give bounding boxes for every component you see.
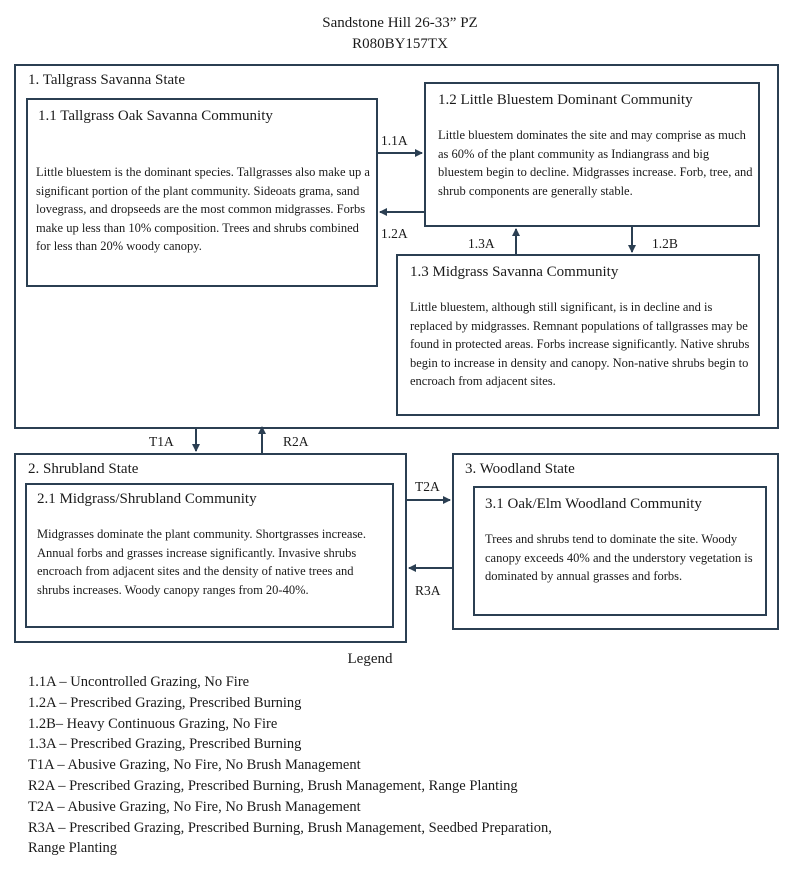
legend-item: 1.2B– Heavy Continuous Grazing, No Fire — [28, 715, 278, 732]
legend-item: R2A – Prescribed Grazing, Prescribed Burning, Brush Management, Range Planting — [28, 777, 518, 794]
label-t2a: T2A — [415, 479, 440, 494]
legend-list — [28, 672, 768, 859]
diagram-subtitle: R080BY157TX — [352, 36, 448, 52]
label-1-1a: 1.1A — [381, 133, 408, 148]
state-3-label: 3. Woodland State — [465, 461, 575, 477]
community-3-1-title: 3.1 Oak/Elm Woodland Community — [485, 496, 702, 512]
diagram-title: Sandstone Hill 26-33” PZ — [322, 15, 478, 31]
state-1-label: 1. Tallgrass Savanna State — [28, 72, 185, 88]
legend-title: Legend — [347, 651, 393, 667]
state-2-label: 2. Shrubland State — [28, 461, 139, 477]
legend-item: 1.3A – Prescribed Grazing, Prescribed Burning — [28, 736, 302, 753]
label-r2a: R2A — [283, 434, 309, 449]
legend-item: T1A – Abusive Grazing, No Fire, No Brush Management — [28, 757, 361, 774]
community-3-1-text: Trees and shrubs tend to dominate the site. Woody canopy exceeds 40% and the understory vegetation is dominated by annual grasses and forbs. — [485, 532, 753, 583]
legend-item: 1.1A – Uncontrolled Grazing, No Fire — [28, 674, 250, 690]
community-1-1-text: Little bluestem is the dominant species. Tallgrasses also make up a significant portion of the plant community. Sideoats grama, sand lovegrass, and dropseeds are the most common midgrasses. Forbs make up less than 10% composition. Trees and shrubs combined for less than 20% woody canopy. — [36, 165, 370, 253]
legend-item: R3A – Prescribed Grazing, Prescribed Burning, Brush Management, Seedbed Preparation, — [28, 819, 552, 836]
community-1-1-title: 1.1 Tallgrass Oak Savanna Community — [38, 108, 273, 124]
label-r3a: R3A — [415, 583, 441, 598]
community-2-1-text: Midgrasses dominate the plant community. Shortgrasses increase. Annual forbs and grasses increase significantly. Invasive shrubs encroach from adjacent sites and the density of native trees and shrubs increases. Woody canopy ranges from 20-40%. — [37, 527, 366, 597]
label-t1a: T1A — [149, 434, 174, 449]
community-1-3-title: 1.3 Midgrass Savanna Community — [410, 264, 619, 280]
community-1-2-title: 1.2 Little Bluestem Dominant Community — [438, 92, 693, 108]
legend-item: Range Planting — [28, 840, 118, 857]
label-1-3a: 1.3A — [468, 236, 495, 251]
label-1-2a: 1.2A — [381, 226, 408, 241]
legend-item: 1.2A – Prescribed Grazing, Prescribed Burning — [28, 694, 302, 711]
community-1-2-text: Little bluestem dominates the site and may comprise as much as 60% of the plant community as Indiangrass and big bluestem begin to decline. Midgrasses increase. Forb, tree, and shrub components are generally stable. — [438, 128, 753, 198]
community-1-3-text: Little bluestem, although still significant, is in decline and is replaced by midgrasses. Remnant populations of tallgrasses may be found in protected areas. Forbs increase significantly. Native shrubs begin to increase in density and canopy. Non-native shrubs begin to encroach from adjacent sites. — [410, 300, 750, 388]
label-1-2b: 1.2B — [652, 236, 678, 251]
legend-item: T2A – Abusive Grazing, No Fire, No Brush Management — [28, 798, 361, 815]
community-2-1-title: 2.1 Midgrass/Shrubland Community — [37, 491, 257, 507]
